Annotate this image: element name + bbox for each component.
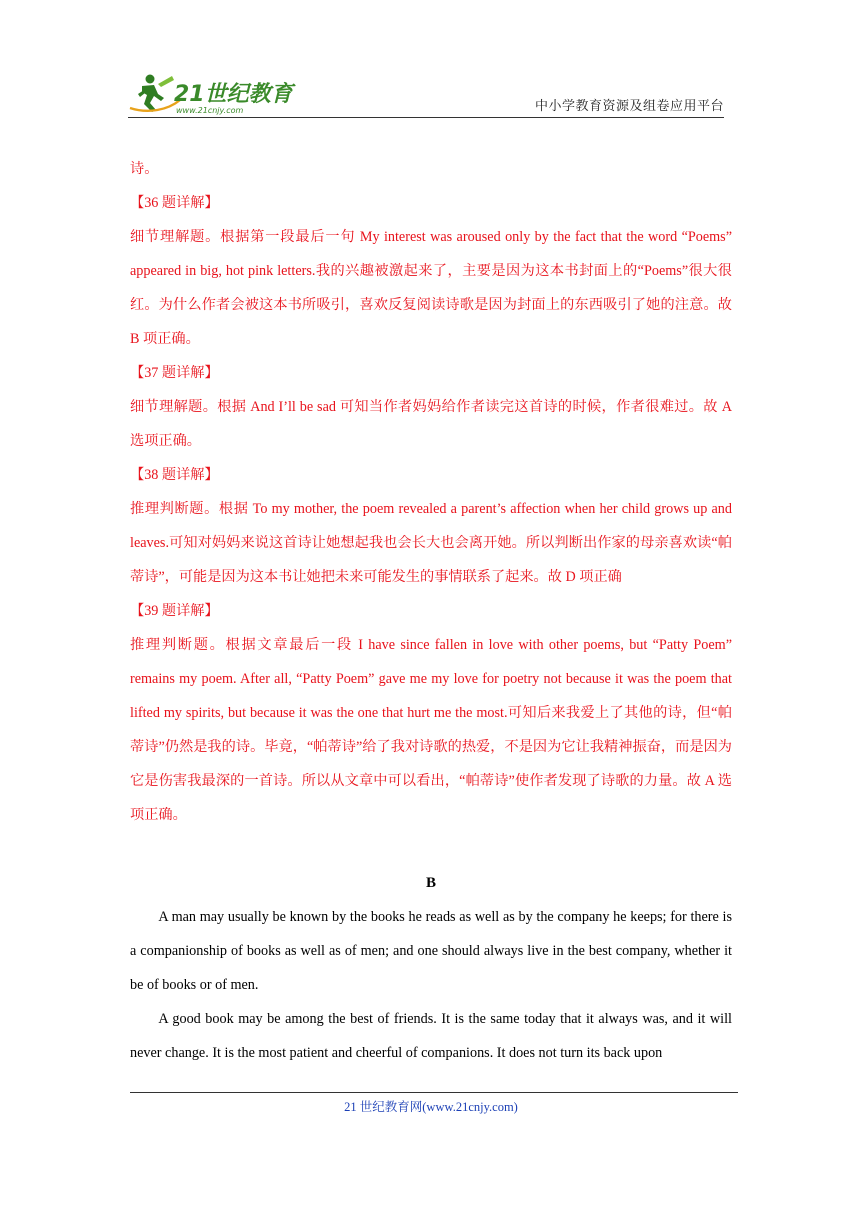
document-body	[130, 152, 732, 1070]
q36-heading: 【36 题详解】	[130, 195, 219, 211]
site-logo	[128, 70, 298, 116]
q39-heading: 【39 题详解】	[130, 603, 219, 619]
header-divider	[128, 117, 724, 118]
svg-text:www.21cnjy.com: www.21cnjy.com	[176, 106, 244, 115]
platform-label: 中小学教育资源及组卷应用平台	[534, 99, 724, 114]
q39-explanation: 推理判断题。根据文章最后一段 I have since fallen in love with other poems, but “Patty Poem” remains my poem. After all, “Patty Poem” gave me my love for poetry not because it was the poem that lifted my spirits, but because it was the one that hurt me the most.可知后来我爱上了其他的诗，但“帕蒂诗”仍然是我的诗。毕竟，“帕蒂诗”给了我对诗歌的热爱，不是因为它让我精神振奋，而是因为它是伤害我最深的一首诗。所以从文章中可以看出，“帕蒂诗”使作者发现了诗歌的力量。故 A 选项正确。	[130, 637, 732, 823]
intro-tail: 诗。	[130, 161, 159, 177]
page-header	[128, 66, 724, 118]
section-b-title: B	[425, 875, 436, 891]
q37-explanation: 细节理解题。根据 And I’ll be sad 可知当作者妈妈给作者读完这首诗的时候，作者很难过。故 A 选项正确。	[130, 399, 732, 449]
q37-heading: 【37 题详解】	[130, 365, 219, 381]
svg-text:21世纪教育: 21世纪教育	[174, 82, 293, 107]
footer-divider	[130, 1092, 738, 1093]
footer-link[interactable]: 21 世纪教育网(www.21cnjy.com)	[344, 1100, 518, 1114]
section-b-paragraph-2: A good book may be among the best of friends. It is the same today that it always was, and it will never change. It is the most patient and cheerful of companions. It does not turn its back upon	[130, 1011, 732, 1061]
q36-explanation: 细节理解题。根据第一段最后一句 My interest was aroused only by the fact that the word “Poems” appeared in big, hot pink letters.我的兴趣被激起来了，主要是因为这本书封面上的“Poems”很大很红。为什么作者会被这本书所吸引，喜欢反复阅读诗歌是因为封面上的东西吸引了她的注意。故 B 项正确。	[130, 229, 732, 347]
q38-explanation: 推理判断题。根据 To my mother, the poem revealed a parent’s affection when her child grows up and leaves.可知对妈妈来说这首诗让她想起我也会长大也会离开她。所以判断出作家的母亲喜欢读“帕蒂诗”，可能是因为这本书让她把未来可能发生的事情联系了起来。故 D 项正确	[130, 501, 732, 585]
q38-heading: 【38 题详解】	[130, 467, 219, 483]
section-b-paragraph-1: A man may usually be known by the books he reads as well as by the company he keeps; for there is a companionship of books as well as of men; and one should always live in the best company, whether it be of books or of men.	[130, 909, 732, 993]
